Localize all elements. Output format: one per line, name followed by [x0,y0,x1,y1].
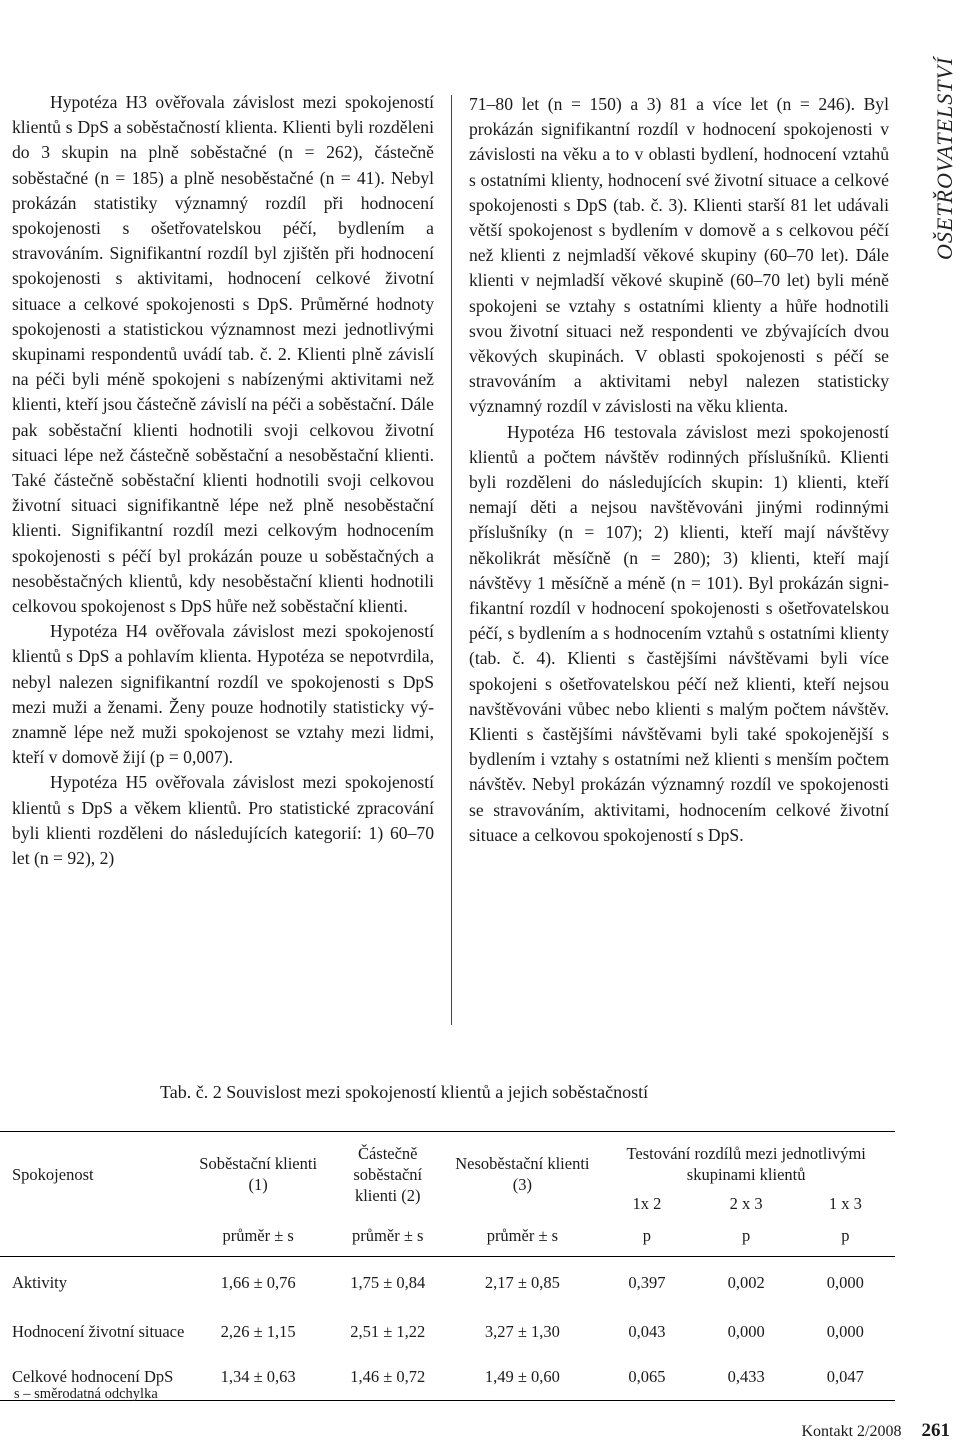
cell: 2,51 ± 1,22 [350,1321,426,1341]
cell: 0,047 [826,1367,864,1387]
cell: 2,26 ± 1,15 [220,1321,296,1341]
left-column [12,90,434,871]
header-col3: Nesoběstační klienti (3) [455,1154,590,1194]
cell: 0,002 [727,1272,765,1292]
journal-name: Kontakt 2/2008 [801,1423,902,1440]
header-pair-1x2: 1x 2 [632,1193,662,1213]
subheader-cell: p [841,1226,850,1246]
paragraph-h3: Hypotéza H3 ověřovala závislost mezi spokojeností klientů s DpS a soběstačností klienta. Klienti byli rozděleni do 3 skupin na plně soběstačné (n = 262), částečně soběstačné (n = 185) a plně nesoběstačné (n = 41). Nebyl prokázán statistiky významný rozdíl při hodnocení spokojenosti s ošetřovatelskou péčí, bydlením a stravováním. Signifikantní rozdíl byl zjištěn při hodnocení spokojenosti s aktivitami, hodnocení celkové životní situace a celkové spokojenosti s DpS. Průměrné hodnoty spokojenosti a statistickou významnost mezi jednotlivými skupinami respondentů uvádí tab. č. 2. Klienti plně závislí na péči byli méně spokojeni s nabízenými aktivitami než klienti, kteří jsou částečně závislí na péči a soběstační. Dále pak soběstační klienti hodnotili svoji celkovou životní situaci lépe než částečně soběstační a nesoběstační klienti. Také částečně soběstační klienti hodnotili svoji celkovou životní situaci signifikantně lépe než plně nesoběstační klienti. Signifikantní rozdíl mezi celkovým hodnocením spokojenosti s péčí byl prokázán pouze u soběstačných a nesoběstačných klientů, kdy nesoběstační klienti hodnotili celkovou spokojenost s DpS hůře než soběstační klienti. [12,92,434,617]
header-col2: Částečně soběstační klienti (2) [353,1143,423,1205]
header-pair-1x3: 1 x 3 [828,1193,862,1213]
cell: 1,75 ± 0,84 [350,1272,426,1292]
cell: 0,397 [628,1272,666,1292]
results-table [0,1131,895,1401]
cell: 1,34 ± 0,63 [220,1367,296,1387]
subheader-cell: průměr ± s [352,1226,424,1246]
cell: 3,27 ± 1,30 [484,1321,560,1341]
subheader-cell: p [642,1226,652,1246]
table-row [0,1308,895,1354]
table-header-row [0,1132,895,1191]
cell: 1,46 ± 0,72 [350,1367,426,1387]
page-number: 261 [921,1420,950,1441]
cell: 0,000 [826,1272,864,1292]
header-col1: Soběstační klienti (1) [199,1154,318,1194]
cell: 0,000 [727,1321,765,1341]
cell: 0,000 [826,1321,864,1341]
header-pair-2x3: 2 x 3 [729,1193,763,1213]
header-spokojenost: Spokojenost [12,1164,94,1184]
cell: 0,043 [628,1321,666,1341]
header-test-group: Testování rozdílů mezi jednotlivými skupinami klientů [626,1144,866,1185]
subheader-cell: průměr ± s [222,1226,294,1246]
table-caption: Tab. č. 2 Souvislost mezi spokojeností klientů a jejich soběstačností [160,1082,649,1102]
paragraph-h5-cont: 71–80 let (n = 150) a 3) 81 a více let (n = 246). Byl prokázán signifikantní rozdíl v hodnocení spokojenosti v závislosti na věku a to v oblasti bydlení, hodnocení vztahů s ostatními klienty, hodnocení své životní situace a celkové spokojenosti s DpS (tab. č. 3). Klienti starší 81 let udávali větší spokojenost s bydlením v domově a s celkovou péčí než klienti z nejmladší věkové skupiny (60–70 let). Dále klienti v nejmladší věkové skupině (60–70 let) byli méně spokojeni se vztahy s ostatními klienty a hůře hodnotili svou životní situaci než respondenti ve zbývajících dvou věkových skupinách. V oblasti spokojenosti s péčí se stravováním a aktivitami nebyl nalezen statisticky významný rozdíl v závislosti na věku klienta. [469,94,889,417]
subheader-cell: průměr ± s [486,1226,559,1246]
page-footer [802,1420,951,1442]
cell: 0,433 [727,1367,765,1387]
table-note: s – směrodatná odchylka [14,1386,158,1402]
paragraph-h4: Hypotéza H4 ověřovala závislost mezi spokojeností klientů s DpS a pohlavím klienta. Hypotéza se nepotvrdila, nebyl nalezen signifikantní rozdíl ve spokojenosti s DpS mezi muži a ženami. Ženy pouze hodnotily statisticky významně lépe než muži spokojenost se vztahy mezi lidmi, kteří v domově žijí (p = 0,007). [12,621,434,768]
subheader-empty [0,1216,188,1256]
right-column [469,92,889,848]
cell: 1,66 ± 0,76 [220,1272,296,1292]
row-label: Aktivity [12,1272,68,1292]
cell: 0,065 [628,1367,666,1387]
table-subheader-row [0,1216,895,1256]
cell: 1,49 ± 0,60 [484,1367,560,1387]
cell: 2,17 ± 0,85 [484,1272,560,1292]
column-divider [451,95,452,1025]
section-label: OŠETŘOVATELSTVÍ [932,56,957,260]
table-row [0,1256,895,1308]
paragraph-h5: Hypotéza H5 ověřovala závislost mezi spokojeností klientů s DpS a věkem klientů. Pro statistické zpracování byli klienti rozděleni do následujících kategorií: 1) 60–70 let (n = 92), 2) [12,772,434,869]
paragraph-h6: Hypotéza H6 testovala závislost mezi spokojeností klientů a počtem návštěv rodinných příslušníků. Klienti byli rozděleni do následujících skupin: 1) klienti, kteří nemají děti a nejsou navštěvováni jinými rodinnými příslušníky (n = 107); 2) klienti, kteří mají návštěvy několikrát měsíčně (n = 280); 3) klienti, kteří mají návštěvy 1 měsíčně a méně (n = 101). Byl prokázán signifikantní rozdíl v hodnocení spokojenosti s ošetřovatelskou péčí, s bydlením a s hodnocením vztahů s ostatními klienty (tab. č. 4). Klienti s častějšími návštěvami byli více spokojeni s ošetřovatelskou péčí než klienti, kteří nejsou navštěvováni vůbec nebo klienti s malým počtem návštěv. Klienti s častějšími návštěvami byli také spokojenější s bydlením i vztahy s ostatními než klienti s menším počtem návštěv. Nebyl prokázán významný rozdíl ve spokojenosti se stravováním, aktivitami, hodnocením celkové životní situace a celkovou spokojeností s DpS. [469,421,889,845]
row-label: Celkové hodnocení DpS [12,1367,174,1387]
row-label: Hodnocení životní situace [12,1321,185,1341]
subheader-cell: p [742,1226,751,1246]
